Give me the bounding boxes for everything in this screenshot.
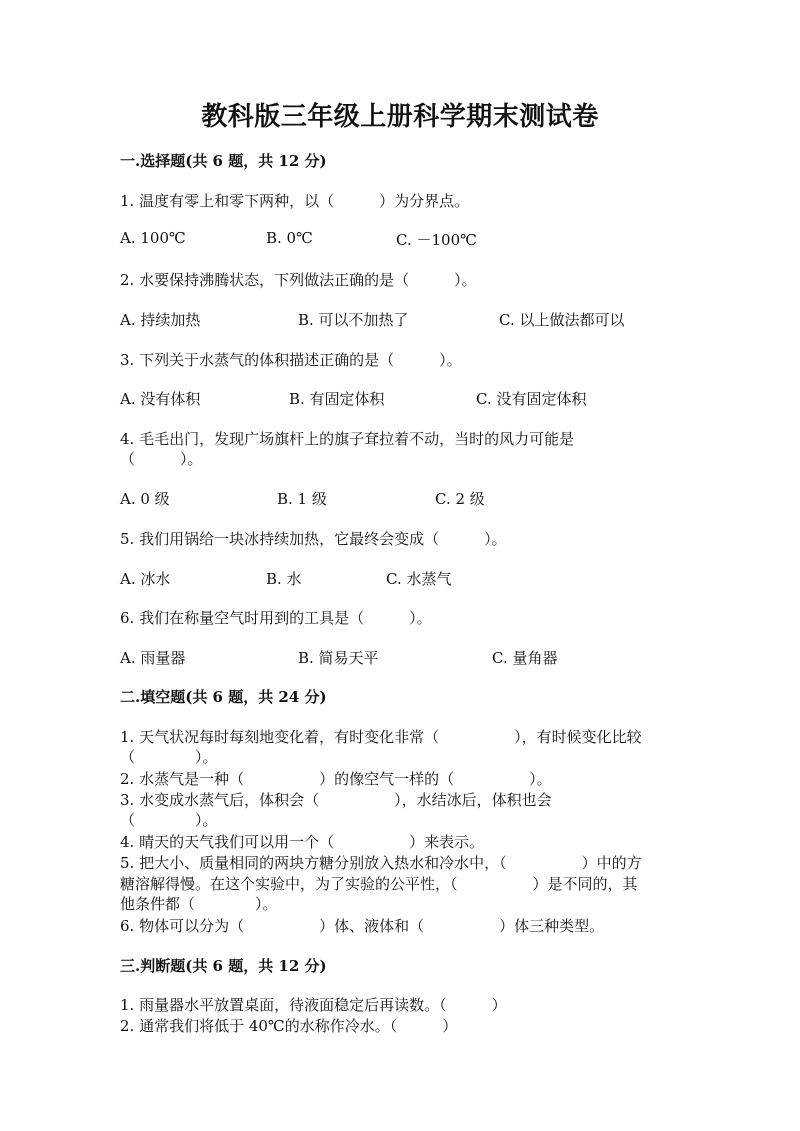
question-stem: 4. 毛毛出门，发现广场旗杆上的旗子耷拉着不动，当时的风力可能是 xyxy=(120,430,575,448)
option-a: A. 持续加热 xyxy=(120,311,201,329)
option-a: A. 雨量器 xyxy=(120,649,186,667)
question-stem: 3. 下列关于水蒸气的体积描述正确的是（ ）。 xyxy=(120,351,462,369)
option-c: C. 没有固定体积 xyxy=(476,390,587,408)
fill-question-line: 他条件都（ ）。 xyxy=(120,895,278,913)
option-c: C. 水蒸气 xyxy=(386,570,452,588)
page-title: 教科版三年级上册科学期末测试卷 xyxy=(201,102,599,132)
option-a: A. 100℃ xyxy=(120,229,186,247)
question-stem: 6. 我们在称量空气时用到的工具是（ ）。 xyxy=(120,609,432,627)
question-stem-continuation: （ ）。 xyxy=(120,450,203,468)
section-heading-true-false: 三.判断题(共 6 题，共 12 分) xyxy=(120,957,327,975)
option-b: B. 可以不加热了 xyxy=(298,311,409,329)
fill-question-line: 6. 物体可以分为（ ）体、液体和（ ）体三种类型。 xyxy=(120,917,605,935)
fill-question-line: 4. 晴天的天气我们可以用一个（ ）来表示。 xyxy=(120,833,485,851)
fill-question-line: 1. 天气状况每时每刻地变化着，有时变化非常（ ），有时候变化比较 xyxy=(120,728,642,746)
question-stem: 1. 温度有零上和零下两种，以（ ）为分界点。 xyxy=(120,192,470,210)
option-a: A. 冰水 xyxy=(120,570,171,588)
option-b: B. 简易天平 xyxy=(298,649,379,667)
question-stem: 5. 我们用锅给一块冰持续加热，它最终会变成（ ）。 xyxy=(120,530,507,548)
section-heading-multiple-choice: 一.选择题(共 6 题，共 12 分) xyxy=(120,152,327,170)
option-b: B. 0℃ xyxy=(266,229,313,247)
fill-question-line: 3. 水变成水蒸气后，体积会（ ），水结冰后，体积也会 xyxy=(120,791,552,809)
fill-question-line: 5. 把大小、质量相同的两块方糖分别放入热水和冷水中，（ ）中的方 xyxy=(120,854,642,872)
option-c: C. 以上做法都可以 xyxy=(499,311,625,329)
judge-question-line: 2. 通常我们将低于 40℃的水称作冷水。（ ） xyxy=(120,1017,458,1035)
fill-question-line: 2. 水蒸气是一种（ ）的像空气一样的（ ）。 xyxy=(120,770,552,788)
fill-question-line: 糖溶解得慢。在这个实验中，为了实验的公平性，（ ）是不同的，其 xyxy=(120,875,638,893)
option-c: C. 2 级 xyxy=(435,490,485,508)
option-a: A. 0 级 xyxy=(120,490,170,508)
option-b: B. 水 xyxy=(266,570,302,588)
section-heading-fill-in-blank: 二.填空题(共 6 题，共 24 分) xyxy=(120,688,327,706)
question-stem: 2. 水要保持沸腾状态，下列做法正确的是（ ）。 xyxy=(120,271,477,289)
option-b: B. 有固定体积 xyxy=(289,390,385,408)
judge-question-line: 1. 雨量器水平放置桌面，待液面稳定后再读数。（ ） xyxy=(120,996,507,1014)
fill-question-line: （ ）。 xyxy=(120,748,218,766)
option-a: A. 没有体积 xyxy=(120,390,201,408)
option-c: C. －100℃ xyxy=(396,231,477,249)
option-c: C. 量角器 xyxy=(492,649,558,667)
fill-question-line: （ ）。 xyxy=(120,811,218,829)
option-b: B. 1 级 xyxy=(277,490,327,508)
